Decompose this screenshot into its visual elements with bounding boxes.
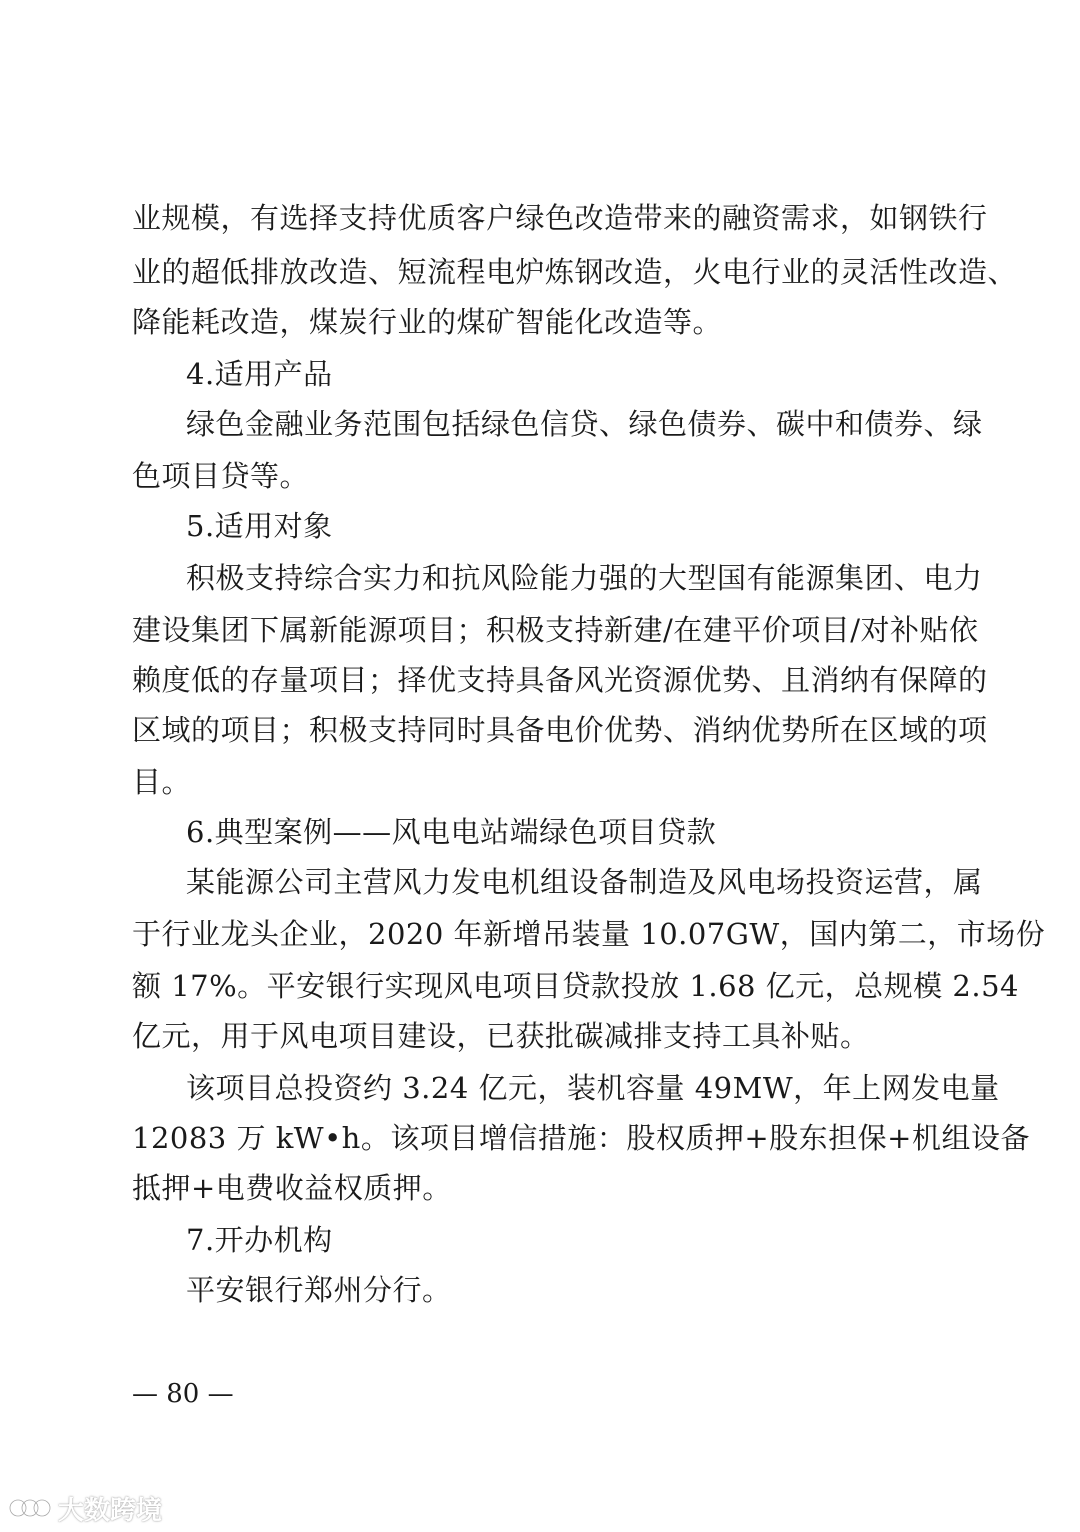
body-text-line: 额 17%。平安银行实现风电项目贷款投放 1.68 亿元，总规模 2.54 — [132, 969, 1019, 1003]
body-text-line: 某能源公司主营风力发电机组设备制造及风电场投资运营，属 — [186, 865, 983, 899]
body-text-line: 色项目贷等。 — [132, 459, 310, 493]
watermark — [8, 1488, 162, 1528]
body-text-line: 业规模，有选择支持优质客户绿色改造带来的融资需求，如钢铁行 — [132, 201, 988, 235]
section-heading: 7.开办机构 — [186, 1223, 333, 1257]
body-text-line: 目。 — [132, 765, 192, 799]
body-text-line: 建设集团下属新能源项目；积极支持新建/在建平价项目/对补贴依 — [132, 613, 979, 647]
body-text-line: 降能耗改造，煤炭行业的煤矿智能化改造等。 — [132, 305, 723, 339]
body-text-line: 绿色金融业务范围包括绿色信贷、绿色债券、碳中和债券、绿 — [186, 407, 983, 441]
body-text-line: 亿元，用于风电项目建设，已获批碳减排支持工具补贴。 — [132, 1019, 870, 1053]
body-text-line: 赖度低的存量项目；择优支持具备风光资源优势、且消纳有保障的 — [132, 663, 988, 697]
body-text-line: 积极支持综合实力和抗风险能力强的大型国有能源集团、电力 — [186, 561, 983, 595]
section-heading: 4.适用产品 — [186, 357, 333, 391]
body-text-line: 区域的项目；积极支持同时具备电价优势、消纳优势所在区域的项 — [132, 713, 988, 747]
section-heading: 5.适用对象 — [186, 509, 333, 543]
body-text-line: 业的超低排放改造、短流程电炉炼钢改造，火电行业的灵活性改造、 — [132, 255, 1018, 289]
body-text-line: 抵押+电费收益权质押。 — [132, 1171, 452, 1205]
body-text-line: 12083 万 kW•h。该项目增信措施：股权质押+股东担保+机组设备 — [132, 1121, 1030, 1155]
watermark-text: 大数跨境 — [58, 1495, 163, 1526]
body-text-line: 该项目总投资约 3.24 亿元，装机容量 49MW，年上网发电量 — [186, 1071, 1000, 1105]
page-number: — 80 — — [132, 1379, 234, 1409]
body-text-line: 于行业龙头企业，2020 年新增吊装量 10.07GW，国内第二，市场份 — [132, 917, 1046, 951]
brand-logo-icon — [8, 1493, 52, 1523]
body-text-line: 平安银行郑州分行。 — [186, 1273, 452, 1307]
section-heading: 6.典型案例——风电电站端绿色项目贷款 — [186, 815, 717, 849]
